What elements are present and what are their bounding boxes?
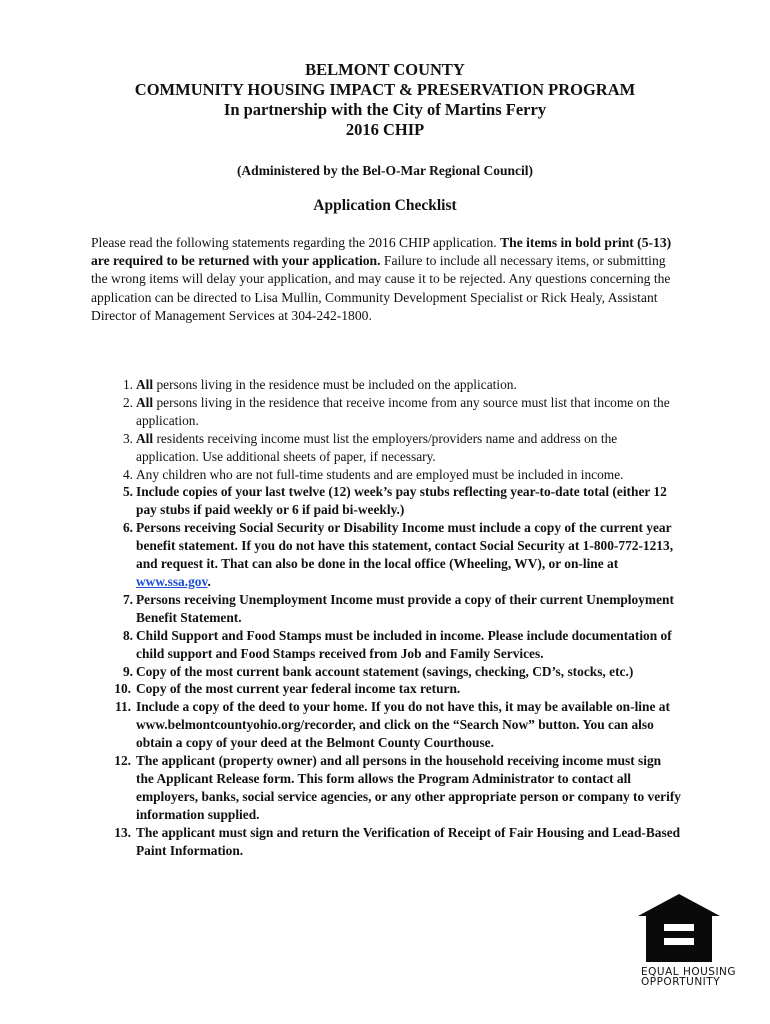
- list-item: [91, 752, 681, 824]
- item-text: The applicant (property owner) and all persons in the household receiving income must sign the Applicant Release form. This form allows the Program Administrator to contact all employers, banks, social service agencies, or any other appropriate person or company to verify information supplied.: [136, 753, 682, 822]
- list-item: [91, 466, 681, 484]
- checklist-title: Application Checklist: [313, 197, 457, 214]
- item-text: Include copies of your last twelve (12) week’s pay stubs reflecting year-to-date total (either 12 pay stubs if paid weekly or 6 if paid bi-weekly.): [136, 484, 667, 518]
- administered-by: (Administered by the Bel-O-Mar Regional Council): [236, 163, 534, 178]
- intro-text-1: Please read the following statements regarding the 2016 CHIP application.: [91, 235, 501, 250]
- item-number: 9.: [122, 663, 133, 679]
- list-item: [91, 376, 681, 394]
- item-text: persons living in the residence must be included on the application.: [153, 377, 517, 392]
- item-number: 8.: [122, 627, 133, 643]
- list-item: [91, 483, 681, 519]
- logo-line-1: EQUAL HOUSING: [641, 966, 737, 978]
- item-number: 12.: [114, 753, 131, 769]
- item-text: Copy of the most current bank account statement (savings, checking, CD’s, stocks, etc.): [136, 663, 634, 679]
- county-title: BELMONT COUNTY: [305, 60, 465, 79]
- list-item: [91, 591, 681, 627]
- item-text: Persons receiving Social Security or Disability Income must include a copy of the current year benefit statement. If you do not have this statement, contact Social Security at 1-800-772-1213, and request it. That can also be done in the local office (Wheeling, WV), or on-line at: [136, 520, 674, 572]
- list-item: [91, 394, 681, 430]
- program-title: COMMUNITY HOUSING IMPACT & PRESERVATION PROGRAM: [134, 80, 636, 99]
- item-number: 11.: [115, 699, 131, 715]
- item-number: 3.: [122, 430, 133, 446]
- list-item: [91, 698, 681, 752]
- checklist: [91, 376, 681, 859]
- list-item: [91, 430, 681, 466]
- item-text: persons living in the residence that receive income from any source must list that income on the application.: [136, 394, 670, 428]
- house-icon: [638, 894, 720, 962]
- item-lead: All: [136, 430, 154, 446]
- program-year: 2016 CHIP: [345, 120, 425, 139]
- list-item: [91, 680, 681, 698]
- ssa-link[interactable]: www.ssa.gov: [136, 573, 208, 589]
- list-item: [91, 627, 681, 663]
- item-number: 2.: [122, 394, 133, 410]
- item-number: 1.: [122, 377, 133, 392]
- item-number: 7.: [122, 591, 133, 607]
- item-number: 10.: [114, 681, 131, 697]
- item-number: 6.: [122, 520, 133, 536]
- document-header: [0, 60, 770, 140]
- item-text: Child Support and Food Stamps must be included in income. Please include documentation of child support and Food Stamps received from Job and Family Services.: [136, 627, 672, 661]
- item-text: Any children who are not full-time students and are employed must be included in income.: [136, 466, 624, 482]
- list-item: [91, 519, 681, 591]
- list-item: [91, 824, 681, 860]
- item-text: Persons receiving Unemployment Income must provide a copy of their current Unemployment Benefit Statement.: [136, 591, 674, 625]
- item-text: residents receiving income must list the employers/providers name and address on the application. Use additional sheets of paper, if necessary.: [136, 430, 618, 464]
- item-text-end: .: [207, 573, 211, 589]
- partnership-line: In partnership with the City of Martins Ferry: [223, 100, 547, 119]
- item-text: Include a copy of the deed to your home. If you do not have this, it may be available on-line at www.belmontcountyohio.org/recorder, and click on the “Search Now” button. You can also obtain a copy of your deed at the Belmont County Courthouse.: [136, 699, 670, 751]
- item-lead: All: [136, 394, 154, 410]
- item-number: 5.: [122, 484, 133, 500]
- intro-paragraph: [91, 234, 681, 325]
- intro-bold-text: The items in bold print (5-13) are required to be returned with your application.: [91, 235, 672, 269]
- list-item: [91, 663, 681, 681]
- item-text: The applicant must sign and return the Verification of Receipt of Fair Housing and Lead-Based Paint Information.: [136, 824, 681, 858]
- logo-line-2: OPPORTUNITY: [641, 976, 721, 988]
- item-text: Copy of the most current year federal income tax return.: [136, 681, 461, 697]
- intro-text-2: Failure to include all necessary items, or submitting the wrong items will delay your application, and may cause it to be rejected. Any questions concerning the application can be directed to Lisa Mullin, Community Development Specialist or Rick Healy, Assistant Director of Management Services at 304-242-1800.: [91, 253, 671, 323]
- item-number: 13.: [114, 824, 131, 840]
- equal-housing-text: [641, 967, 736, 987]
- item-lead: All: [136, 377, 154, 392]
- item-number: 4.: [122, 466, 133, 482]
